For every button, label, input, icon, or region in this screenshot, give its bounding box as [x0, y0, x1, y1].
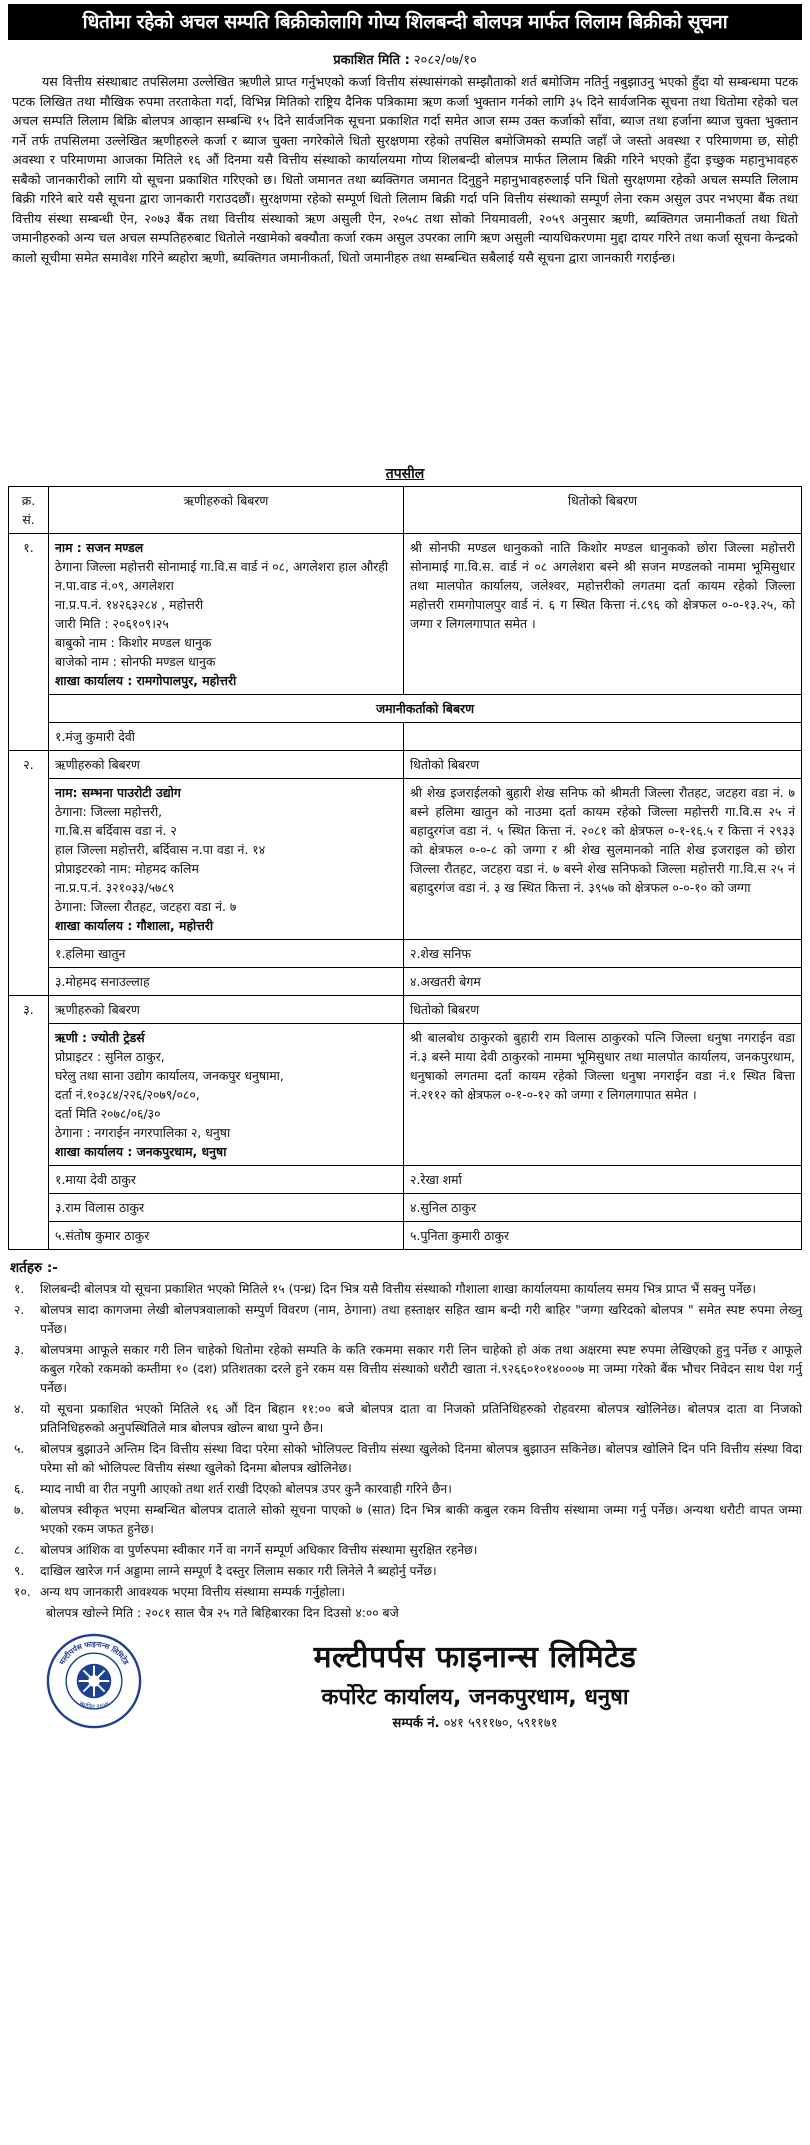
intro-paragraph: यस वित्तीय संस्थाबाट तपसिलमा उल्लेखित ऋणीले प्राप्त गर्नुभएको कर्जा वित्तीय संस्थासंगको सम्झौताको शर्त बमोजिम नतिर्नु नबुझाउनु भएको हुँदा यो सम्बन्धमा पटक पटक लिखित तथा मौखिक रुपमा तरताकेता गर्दा, विभिन्न मितिको राष्ट्रिय दैनिक पत्रिकामा ऋण कर्जा भुक्तान गर्नको लागि ३५ दिने सार्वजनिक सूचना तथा धितोमा रहेको चल अचल सम्पति लिलाम बिक्रि बोलपत्र आव्हान सम्बन्धि १५ दिने सार्वजनिक सूचना प्रकाशित गर्दा समेत आज सम्म उक्त कर्जाको साँवा, ब्याज तथा हर्जाना ब्याज चुक्ता भुक्तान गर्ने तर्फ तपसिलमा उल्लेखित ऋणीहरुले कर्जा र ब्याज चुक्ता नगरेकोले धितो सुरक्षणमा रहेको तपसिल बमोजिमको सम्पति जहाँ जे जस्तो अवस्था र परिमाणमा छ, सोही अवस्था र परिमाणमा आजका मितिले १६ औं दिनमा यसै वित्तीय संस्थाको कार्यालयमा गोप्य शिलबन्दी बोलपत्र मार्फत लिलाम बिक्री गरिने भएको हुँदा इच्छुक महानुभावहरु सबैको जानकारीको लागि यो सूचना प्रकाशित गरिएको छ। धितो जमानत तथा ब्यक्तिगत जमानत दिनुहुने महानुभावहरुलाई पनि धितो सुरक्षणमा रहेको अचल सम्पति लिलाम बिक्री गरिने बारे यसै सूचना द्वारा जानकारी गराउदछौं। सुरक्षणमा रहेको सम्पूर्ण धितो लिलाम बिक्री गर्दा पनि वित्तीय संस्थाको सम्पूर्ण लेना रकम असुल उपर नभएमा बैंक तथा वित्तीय संस्था सम्बन्धी ऐन, २०७३ बैंक तथा वित्तीय संस्थाको ऋण असुली ऐन, २०५८ तथा सोको नियमावली, २०५९ अनुसार ऋणी, ब्यक्तिगत जमानीकर्ता तथा धितो जमानीहरुको अन्य चल अचल सम्पतिहरुबाट धितोले नखामेको बक्यौता कर्जा रकम असुल उपरका लागि ऋण असुली न्यायधिकरणमा मुद्दा दायर गरिने तथा कर्जा सूचना केन्द्रको कालो सूचीमा समेत समावेश गरिने ब्यहोरा ऋणी, ब्यक्तिगत जमानीकर्ता, धितो जमानीहरु तथा सम्बन्धित सबैलाई यसै सूचना द्वारा जानकारी गराईन्छ। — [12, 74, 798, 265]
table-row — [9, 751, 802, 779]
borrower-line: ठेगाना जिल्ला महोत्तरी सोनामाई गा.वि.स वार्ड नं ०८, अगलेशरा हाल औरही न.पा.वाड नं.०९, अगलेशरा — [55, 559, 389, 593]
borrower-name: ऋणी : ज्योती ट्रेडर्स — [55, 1030, 145, 1045]
schedule-title: तपसील — [385, 466, 425, 482]
collateral-label: धितोको बिबरण — [404, 751, 802, 779]
branch-office: शाखा कार्यालय : रामगोपालपुर, महोत्तरी — [55, 673, 237, 688]
borrower-details — [49, 779, 404, 940]
header-collateral: धितोको बिबरण — [404, 487, 802, 534]
borrower-label: ऋणीहरुको बिबरण — [49, 751, 404, 779]
borrower-line: घरेलु तथा साना उद्योग कार्यालय, जनकपुर धनुषामा, — [55, 1068, 284, 1083]
guarantor-name: १.हलिमा खातुन — [49, 940, 404, 968]
guarantor-row — [9, 723, 802, 751]
borrower-name: नाम : सजन मण्डल — [55, 540, 144, 555]
term-text: यो सूचना प्रकाशित भएको मितिले १६ औं दिन बिहान ११:०० बजे बोलपत्र दाता वा निजको प्रतिनिधिहरुको रोहवरमा बोलपत्र खोलिनेछ। बोलपत्र दाता वा निजको प्रतिनिधिहरुको अनुपस्थितिले मात्र बोलपत्र खोल्न बाधा पुग्ने छैन। — [40, 1402, 802, 1435]
term-number: २. — [14, 1303, 25, 1317]
publication-date — [8, 50, 802, 68]
borrower-line: ठेगाना: जिल्ला महोत्तरी, — [55, 804, 163, 819]
borrower-line: ठेगाना : नगराईन नगरपालिका २, धनुषा — [55, 1125, 231, 1140]
borrower-line: गा.बि.स बर्दिवास वडा नं. २ — [55, 823, 177, 838]
term-item — [8, 1501, 802, 1539]
collateral-details: श्री बालबोध ठाकुरको बुहारी राम विलास ठाकुरको पत्नि जिल्ला धनुषा नगराईन वडा नं.३ बस्ने माया देवी ठाकुरको नाममा भूमिसुधार तथा मालपोत कार्यालय, जनकपुरधाम, धनुषाको लगतमा दर्ता कायम रहेको जिल्ला धनुषा नगराईन वडा नं.१ स्थित बित्ता नं.२११२ को क्षेत्रफल ०-१-०-१२ को जग्गा र लिगलगापात समेत । — [404, 1024, 802, 1166]
borrower-line: हाल जिल्ला महोत्तरी, बर्दिवास न.पा वडा नं. १४ — [55, 842, 266, 857]
term-text: बोलपत्र स्वीकृत भएमा सम्बन्धित बोलपत्र दाताले सोको सूचना पाएको ७ (सात) दिन भित्र बाकी कबुल रकम वित्तीय संस्थामा जम्मा गर्नु पर्नेछ। अन्यथा धरौटी वापत जम्मा भएको रकम जफत हुनेछ। — [40, 1503, 802, 1536]
guarantor-row — [9, 940, 802, 968]
term-item — [8, 1562, 802, 1581]
collateral-label: धितोको बिबरण — [404, 996, 802, 1024]
borrower-line: बाबुको नाम : किशोर मण्डल धानुक — [55, 635, 212, 650]
branch-office: शाखा कार्यालय : गौशाला, महोत्तरी — [55, 918, 214, 933]
collateral-details: श्री सोनफी मण्डल धानुकको नाति किशोर मण्डल धानुकको छोरा जिल्ला महोत्तरी सोनामाई गा.वि.स. वार्ड नं ०८ अगलेशरा बस्ने श्री सजन मण्डलको नाममा भूमिसुधार तथा मालपोत कार्यालय, जलेश्वर, महोत्तरीको लगतमा दर्ता कायम रहेको जिल्ला महोत्तरी रामगोपालपुर वार्ड नं. ६ ग स्थित कित्ता नं.८९६ को क्षेत्रफल ०-०-१३.२५, को जग्गा र लिगलगापात समेत । — [404, 534, 802, 695]
contact-value: ०४१ ५९११७०, ५९११७१ — [443, 1716, 558, 1731]
publication-date-value: २०८२/०७/१० — [413, 53, 477, 68]
term-number: १०. — [14, 1585, 31, 1599]
company-name: मल्टीपर्पस फाइनान्स लिमिटेड — [313, 1640, 637, 1675]
branch-office: शाखा कार्यालय : जनकपुरधाम, धनुषा — [55, 1144, 227, 1159]
term-text: बोलपत्र आंशिक वा पुर्णरुपमा स्वीकार गर्ने वा नगर्ने सम्पूर्ण अधिकार वित्तीय संस्थामा सुरक्षित रहनेछ। — [40, 1543, 478, 1557]
term-item — [8, 1301, 802, 1339]
term-item — [8, 1341, 802, 1398]
company-footer — [8, 1629, 802, 1739]
contact-numbers — [158, 1713, 792, 1731]
contact-label: सम्पर्क नं. — [392, 1716, 440, 1731]
guarantor-name: २.शेख सनिफ — [404, 940, 802, 968]
term-text: शिलबन्दी बोलपत्र यो सूचना प्रकाशित भएको मितिले १५ (पन्ध्र) दिन भित्र यसै वित्तीय संस्थाको गौशाला शाखा कार्यालयमा कार्यालय समय भित्र प्राप्त भैं सक्नु पर्नेछ। — [40, 1282, 757, 1296]
borrower-line: दर्ता नं.१०३८४/२२६/२०७९/०८०, — [55, 1087, 200, 1102]
notice-headline: धितोमा रहेको अचल सम्पति बिक्रीकोलागि गोप्य शिलबन्दी बोलपत्र मार्फत लिलाम बिक्रीको सूचना — [8, 4, 802, 40]
guarantor-row — [9, 1222, 802, 1250]
guarantor-name: ४.अखतरी बेगम — [404, 968, 802, 996]
term-text: अन्य थप जानकारी आवश्यक भएमा वित्तीय संस्थामा सम्पर्क गर्नुहोला। — [40, 1585, 346, 1599]
table-row — [9, 779, 802, 940]
guarantor-name: २.रेखा शर्मा — [404, 1166, 802, 1194]
term-item — [8, 1280, 802, 1299]
borrower-line: ना.प्र.प.नं. ३२१०३३/५७८९ — [55, 880, 175, 895]
svg-text:मल्टीपर्पस फाइनान्स लिमिटेड: मल्टीपर्पस फाइनान्स लिमिटेड — [57, 1639, 131, 1667]
term-number: १. — [14, 1282, 25, 1296]
term-number: ४. — [14, 1402, 25, 1416]
table-row — [9, 534, 802, 695]
guarantor-name — [404, 723, 802, 751]
guarantor-heading-row — [9, 695, 802, 723]
term-item — [8, 1541, 802, 1560]
term-text: दाखिल खारेज गर्न अड्डामा लाग्ने सम्पूर्ण दै दस्तुर लिलाम सकार गरी लिनेले नै ब्यहोर्नु पर्नेछ। — [40, 1564, 437, 1578]
term-number: ७. — [14, 1503, 25, 1517]
terms-list — [8, 1280, 802, 1602]
bid-opening-date: बोलपत्र खोल्ने मिति : २०८१ साल चैत्र २५ गते बिहिबारका दिन दिउसो ४:०० बजे — [46, 1606, 399, 1620]
guarantor-name: ३.राम विलास ठाकुर — [49, 1194, 404, 1222]
table-row — [9, 1024, 802, 1166]
serial-number: १. — [9, 534, 49, 751]
term-item — [8, 1583, 802, 1602]
publication-date-label: प्रकाशित मिति : — [333, 53, 410, 68]
serial-number: ३. — [9, 996, 49, 1250]
term-number: ९. — [14, 1564, 25, 1578]
borrower-name: नाम: सम्भना पाउरोटी उद्योग — [55, 785, 181, 800]
collateral-details: श्री शेख इजराईलको बुहारी शेख सनिफ को श्रीमती जिल्ला रौतहट, जटहरा वडा नं. ७ बस्ने हलिमा खातुन को नाउमा दर्ता कायम रहेको जिल्ला महोत्तरी गा.वि.स २५ नं बहादुरगंज वडा नं. ५ स्थित कित्ता नं. २०८१ को क्षेत्रफल ०-१-१६.५ र कित्ता नं २९३३ को क्षेत्रफल ०-०-८ को जग्गा र श्री शेख सुलमानको नाति शेख इजराइल को छोरा जिल्ला रौतहट, जटहरा वडा नं. ७ बस्ने शेख सनिफको जिल्ला महोत्तरी गा.वि.स २५ नं बहादुरगंज वडा नं. ३ ख स्थित कित्ता नं. ३९५७ को क्षेत्रफल ०-०-१० को जग्गा — [404, 779, 802, 940]
guarantor-row — [9, 1194, 802, 1222]
borrower-line: प्रोप्राइटरको नाम: मोहमद कलिम — [55, 861, 199, 876]
term-number: ५. — [14, 1442, 25, 1456]
serial-number: २. — [9, 751, 49, 996]
schedule-table — [8, 486, 802, 1250]
borrower-line: दर्ता मिति २०७८/०६/३० — [55, 1106, 161, 1121]
terms-title: शर्तहरु :- — [10, 1260, 58, 1276]
guarantor-name: ४.सुनिल ठाकुर — [404, 1194, 802, 1222]
term-item — [8, 1480, 802, 1499]
term-text: बोलपत्र बुझाउने अन्तिम दिन वित्तीय संस्था विदा परेमा सोको भोलिपल्ट वित्तीय संस्था खुलेको दिनमा बोलपत्र बुझाउन सकिनेछ। बोलपत्र खोलिने दिन पनि वित्तीय संस्था विदा परेमा सो को भोलिपल्ट वित्तीय संस्था खुलेको दिनमा बोलपत्र खोलिनेछ। — [40, 1442, 802, 1475]
term-number: ६. — [14, 1482, 25, 1496]
header-borrower: ऋणीहरुको बिबरण — [49, 487, 404, 534]
guarantor-heading: जमानीकर्ताको बिबरण — [49, 695, 802, 723]
borrower-line: ना.प्र.प.नं. १४२६३२८४ , महोत्तरी — [55, 597, 204, 612]
term-text: म्याद नाघी वा रीत नपुगी आएको तथा शर्त राखी दिएको बोलपत्र उपर कुनै कारवाही गरिने छैन। — [40, 1482, 452, 1496]
borrower-line: प्रोप्राइटर : सुनिल ठाकुर, — [55, 1049, 165, 1064]
borrower-details — [49, 534, 404, 695]
guarantor-name: ५.संतोष कुमार ठाकुर — [49, 1222, 404, 1250]
guarantor-name: १.मंजु कुमारी देवी — [49, 723, 404, 751]
guarantor-name: ३.मोहमद सनाउल्लाह — [49, 968, 404, 996]
guarantor-name: १.माया देवी ठाकुर — [49, 1166, 404, 1194]
company-logo — [46, 1633, 142, 1729]
corporate-office: कर्पोरेट कार्यालय, जनकपुरधाम, धनुषा — [321, 1685, 629, 1710]
borrower-line: ठेगाना: जिल्ला रौतहट, जटहरा वडा नं. ७ — [55, 899, 237, 914]
header-serial: क्र. सं. — [9, 487, 49, 534]
borrower-line: बाजेको नाम : सोनफी मण्डल धानुक — [55, 654, 216, 669]
table-row — [9, 996, 802, 1024]
table-header-row — [9, 487, 802, 534]
term-text: बोलपत्रमा आफूले सकार गरी लिन चाहेको धितोमा रहेको सम्पति के कति रकममा सकार गरी लिन चाहेको हो अंक तथा अक्षरमा स्पष्ट रुपमा लेखिएको हुनु पर्नेछ र आफूले कबुल गरेको रकमको कम्तीमा १० (दश) प्रतिशतका दरले हुने रकम यस वित्तीय संस्थाको धरौटी खाता नं.९२६६०१०१४०००७ मा जम्मा गरेको बैंक भौचर निवेदन साथ पेश गर्नु पर्नेछ। — [40, 1343, 802, 1395]
borrower-line: जारी मिति : २०६१०९।२५ — [55, 616, 169, 631]
term-item — [8, 1440, 802, 1478]
term-text: बोलपत्र सादा कागजमा लेखी बोलपत्रवालाको सम्पुर्ण विवरण (नाम, ठेगाना) तथा हस्ताक्षर सहित खाम बन्दी गरी बाहिर "जग्गा खरिदको बोलपत्र " समेत स्पष्ट रुपमा लेख्नु पर्नेछ। — [40, 1303, 802, 1336]
borrower-details — [49, 1024, 404, 1166]
term-item — [8, 1400, 802, 1438]
guarantor-row — [9, 1166, 802, 1194]
term-number: ३. — [14, 1343, 25, 1357]
guarantor-name: ५.पुनिता कुमारी ठाकुर — [404, 1222, 802, 1250]
borrower-label: ऋणीहरुको बिबरण — [49, 996, 404, 1024]
guarantor-row — [9, 968, 802, 996]
svg-text:स्थापित २०५४: स्थापित २०५४ — [77, 1700, 111, 1711]
term-number: ८. — [14, 1543, 25, 1557]
